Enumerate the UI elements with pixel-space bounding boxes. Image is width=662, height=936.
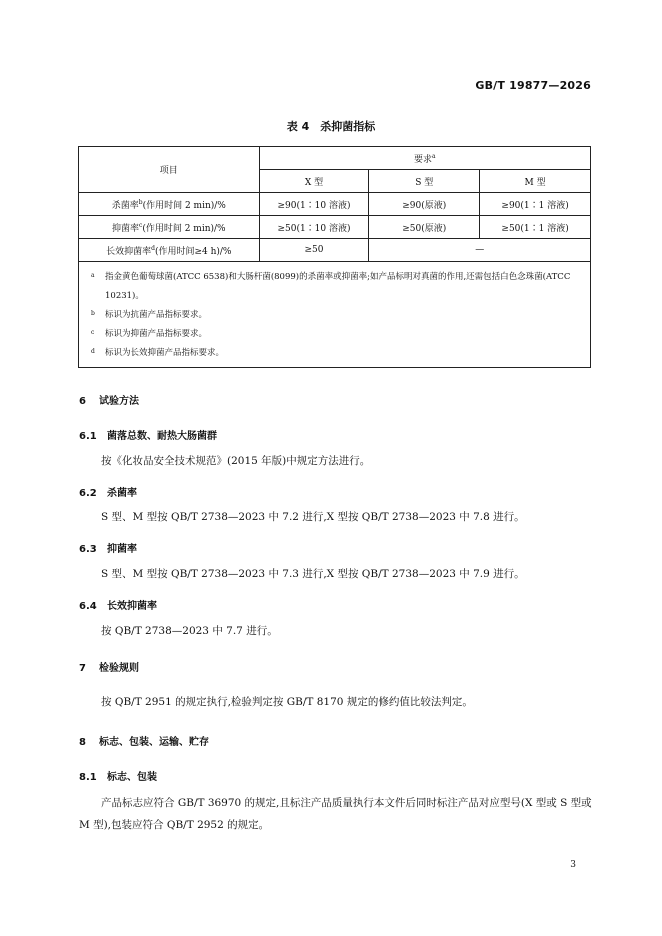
section-body-6-2: S 型、M 型按 QB/T 2738—2023 中 7.2 进行,X 型按 QB/T 2738—2023 中 7.8 进行。 bbox=[101, 511, 525, 523]
header-type-x: X 型 bbox=[259, 170, 369, 193]
table-note: c 标识为抑菌产品指标要求。 bbox=[91, 329, 208, 339]
table-note: b 标识为抗菌产品指标要求。 bbox=[91, 310, 208, 320]
table-title: 表 4 杀抑菌指标 bbox=[286, 120, 376, 133]
section-body-6-3: S 型、M 型按 QB/T 2738—2023 中 7.3 进行,X 型按 QB/T 2738—2023 中 7.9 进行。 bbox=[101, 568, 525, 580]
section-heading-6-3: 6.3 抑菌率 bbox=[79, 544, 137, 555]
cell-s-m: — bbox=[369, 239, 591, 262]
row-label: 长效抑菌率$^d$(作用时间≥4 h)/% bbox=[79, 239, 260, 262]
header-type-s: S 型 bbox=[369, 170, 480, 193]
cell-m: ≥90(1∶1 溶液) bbox=[480, 193, 591, 216]
standard-code: GB/T 19877—2026 bbox=[475, 79, 591, 92]
table-row bbox=[79, 216, 591, 239]
antibacterial-spec-table bbox=[78, 146, 591, 368]
row-label: 抑菌率$^c$(作用时间 2 min)/% bbox=[79, 216, 260, 239]
header-type-m: M 型 bbox=[480, 170, 591, 193]
row-label: 杀菌率$^b$(作用时间 2 min)/% bbox=[79, 193, 260, 216]
cell-m: ≥50(1∶1 溶液) bbox=[480, 216, 591, 239]
section-heading-6-1: 6.1 菌落总数、耐热大肠菌群 bbox=[79, 431, 217, 442]
table-note: a 指金黄色葡萄球菌(ATCC 6538)和大肠杆菌(8099)的杀菌率或抑菌率;如产品标明对真菌的作用,还需包括白色念珠菌(ATCC 10231)。 bbox=[91, 272, 571, 301]
section-heading-7: 7 检验规则 bbox=[79, 663, 139, 674]
table-row bbox=[79, 239, 591, 262]
section-body-6-1: 按《化妆品安全技术规范》(2015 年版)中规定方法进行。 bbox=[101, 455, 371, 467]
page-number: 3 bbox=[570, 860, 576, 870]
section-heading-6: 6 试验方法 bbox=[79, 396, 139, 407]
cell-x: ≥50 bbox=[259, 239, 369, 262]
section-body-7: 按 QB/T 2951 的规定执行,检验判定按 GB/T 8170 规定的修约值比较法判定。 bbox=[101, 696, 473, 708]
section-heading-6-4: 6.4 长效抑菌率 bbox=[79, 601, 157, 612]
cell-x: ≥90(1∶10 溶液) bbox=[259, 193, 369, 216]
header-requirement: 要求$^a$ bbox=[259, 147, 590, 170]
table-note: d 标识为长效抑菌产品指标要求。 bbox=[91, 348, 225, 358]
cell-s: ≥90(原液) bbox=[369, 193, 480, 216]
section-heading-8: 8 标志、包装、运输、贮存 bbox=[79, 737, 209, 748]
header-item: 项目 bbox=[79, 147, 260, 193]
section-heading-6-2: 6.2 杀菌率 bbox=[79, 488, 137, 499]
table-header-row bbox=[79, 147, 591, 170]
section-heading-8-1: 8.1 标志、包装 bbox=[79, 772, 157, 783]
table-notes bbox=[79, 262, 591, 368]
table-row bbox=[79, 193, 591, 216]
table-notes-row bbox=[79, 262, 591, 368]
cell-x: ≥50(1∶10 溶液) bbox=[259, 216, 369, 239]
section-body-8-1: 产品标志应符合 GB/T 36970 的规定,且标注产品质量执行本文件后同时标注产品对应型号(X 型或 S 型或 M 型),包装应符合 QB/T 2952 的规定。 bbox=[79, 797, 592, 831]
cell-s: ≥50(原液) bbox=[369, 216, 480, 239]
section-body-6-4: 按 QB/T 2738—2023 中 7.7 进行。 bbox=[101, 625, 278, 637]
